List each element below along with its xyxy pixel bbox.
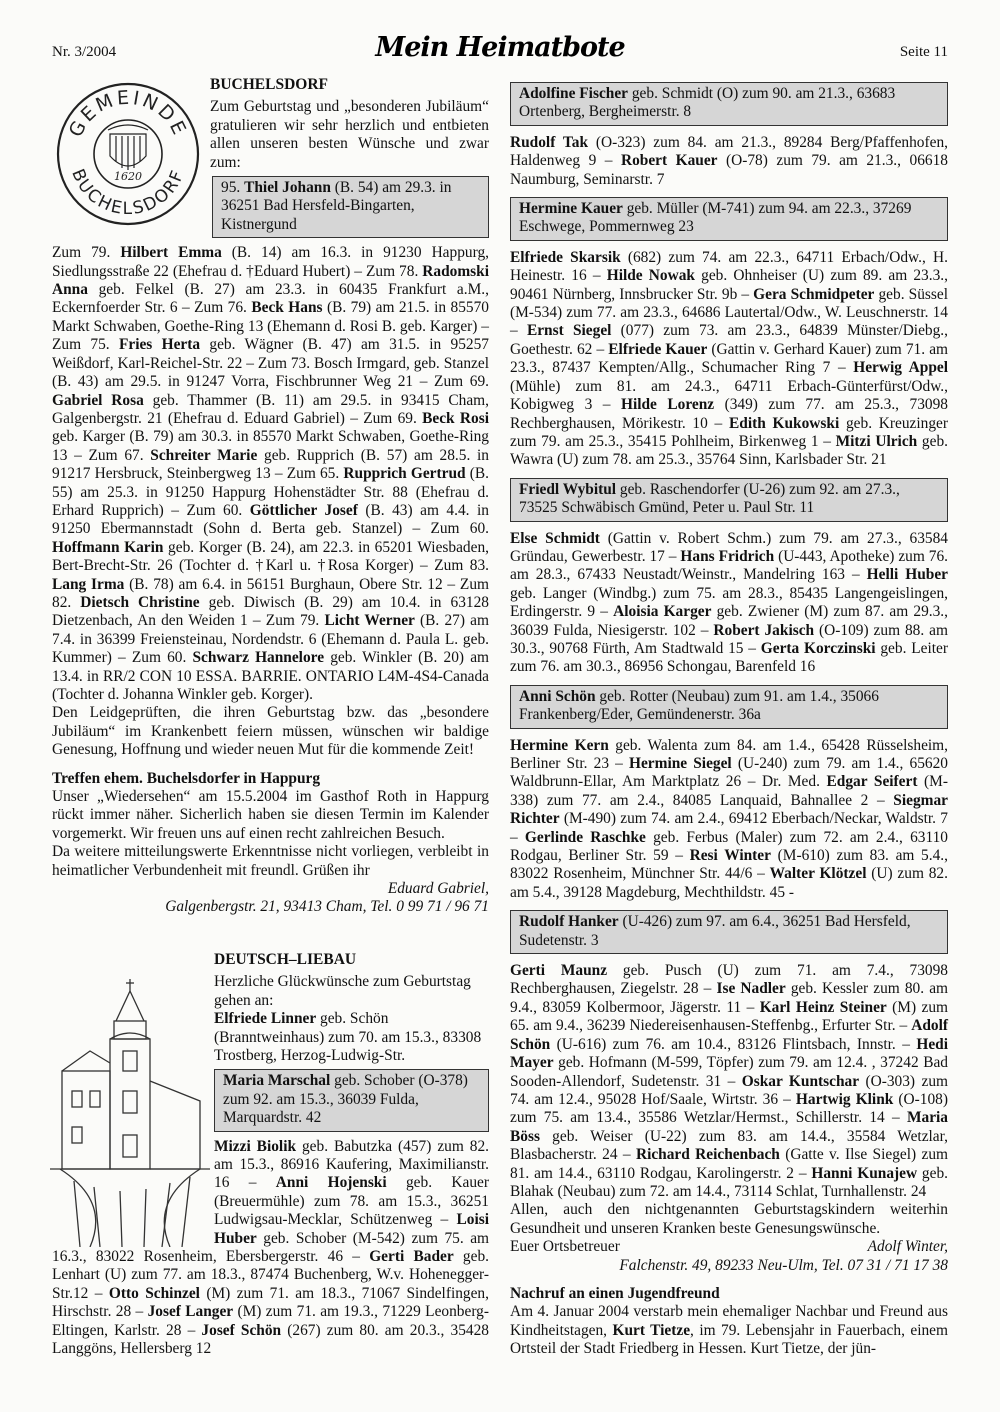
entry-text: (O-303) zum 74. am 12.4., 95028 Hof/Saale, Wirtstr. 36 – [510,1072,948,1108]
person-name: Josef Langer [147,1303,234,1321]
entry-text: geb. Felkel (B. 27) am 23.3. in 60435 Frankfurt a.M., Eckernfoerder Str. 6 – Zum 76. [52,281,489,317]
nachruf-text: Am 4. Januar 2004 verstarb mein ehemaliger Nachbar und Freund aus Kindheitstagen, Kurt Tietze, im 79. Lebensjahr in Fauerbach, einem Ortsteil der Stadt Friedberg in Hessen. Kurt Tietze, der jün- [510,1303,948,1358]
highlight-box [510,910,948,954]
person-name: Rudolf Tak [510,133,589,151]
person-name: Adolfine Fischer [519,85,629,102]
subheading-nachruf: Nachruf an einen Jugendfreund [510,1284,720,1302]
entry-text: geb. Wawra (U) zum 78. am 25.3., 35764 Sinn, Karlsbader Str. 21 [510,432,948,469]
person-name: Gabriel Rosa [52,391,144,409]
signature-role: Euer Ortsbetreuer [510,1238,620,1256]
right-column [510,76,948,1386]
entry-text: (M-610) zum 83. am 5.4., 83022 Rosenheim, Münchner Str. 44/6 – [510,847,948,883]
highlight-box [510,197,948,241]
page-number: Seite 11 [899,44,948,60]
community-stamp [50,76,206,226]
person-name: Aloisia Karger [613,603,712,621]
entry-text: (Gatte v. Ilse Siegel) zum 81. am 14.4., 63110 Rodgau, Karolingerstr. 2 – [510,1146,948,1182]
highlight-box [510,82,948,126]
person-name: Schreiter Marie [150,446,258,464]
person-name: Hermine Siegel [628,755,732,772]
person-name: Anni Schön [519,687,596,705]
entry-text: geb. Müller (M-741) zum 94. am 22.3., 37269 Eschwege, Pommernweg 23 [519,200,912,236]
person-name: Otto Schinzel [108,1284,200,1302]
entry-text: geb. Schmidt (O) zum 90. am 21.3., 63683 Ortenberg, Bergheimerstr. 8 [519,85,896,121]
page-header [52,32,948,66]
person-name: Göttlicher Josef [249,501,358,519]
person-name: Rudolf Hanker [519,913,619,931]
section-title-buchelsdorf: BUCHELSDORF [210,76,328,93]
entry-text: geb. Kessler zum 80. am 9.4., 83059 Kolbermoor, Jägerstr. 11 – [510,980,949,1016]
entry-text: (M) zum 71. am 18.3., 71067 Sindelfingen, Hirschstr. 28 – [52,1284,489,1321]
entry-text: (U-240) zum 79. am 1.4., 65620 Waldbrunn-Ellar, Am Marktplatz 26 – Dr. Med. [510,755,948,791]
birthday-list [510,737,948,903]
entry-text: geb. Schober (O-378) zum 92. am 15.3., 36039 Fulda, Marquardstr. 42 [223,1072,468,1127]
entry-text: geb. Babutzka (457) zum 82. am 15.3., 86916 Kaufering, Maximilianstr. 16 – [214,1137,489,1192]
person-name: Beck Rosi [422,409,489,427]
entry-text: (U-443, Apotheke) zum 76. am 28.3., 67433 Neustadt/Weinstr., Mandelring 163 – [510,547,948,584]
entry-text: geb. Lenhart (U) zum 77. am 18.3., 87474 Buchenberg, W.v. Hohenegger-Str.12 – [52,1247,489,1302]
person-name: Hoffmann Karin [52,538,164,556]
person-name: Beck Hans [251,299,323,317]
entry-text: geb. Thammer (B. 11) am 29.5. in 93415 Cham, Galgenbergstr. 21 (Ehefrau d. Eduard Gabriel) – Zum 69. [52,391,489,427]
entry-text: (O-78) zum 79. am 21.3., 06618 Naumburg, Seminarstr. 7 [510,152,948,188]
entry-text: geb. Zwiener (M) zum 87. am 29.3., 36039 Fulda, Niesigerstr. 102 – [510,603,949,639]
person-name: Resi Winter [689,847,771,865]
entry-text: (267) zum 80. am 20.3., 35428 Langgöns, Hellersberg 12 [52,1321,489,1357]
entry-text: (O-323) zum 84. am 21.3., 89284 Berg/Pfaffenhofen, Haldenweg 9 – [510,133,948,170]
entry-text: geb. Hofmann (M-599, Töpfer) zum 79. am 12.4. , 37242 Bad Sooden-Allendorf, Sudetenstr. 31 – [510,1054,948,1090]
person-name: Hermine Kauer [519,200,623,218]
buchelsdorf-intro: Zum Geburtstag und „besonderen Jubiläum“ gratulieren wir sehr herzlich und entbieten allen unseren besten Wünsche und zwar zum: [210,98,489,171]
signature-name: Eduard Gabriel, [387,880,489,898]
entry-text: (M-338) zum 77. am 2.4., 84085 Lanquaid, Bahnallee 2 – [510,773,948,809]
person-name: Else Schmidt [510,529,600,547]
closing-wishes: Allen, auch den nichtgenannten Geburtstagskindern weiterhin Gesundheit und unseren Kranken beste Genesungswünsche. [510,1201,948,1237]
person-name: Dietsch Christine [80,593,200,611]
entry-text: geb. Winkler (B. 20) am 13.4. in RR/2 CON 10 ESSA. BARRIE. ONTARIO L4M-4S4-Canada (Tochter d. Johanna Winkler geb. Korger). [52,649,489,703]
entry-text: (B. 14) am 16.3. in 91230 Happurg, Siedlungsstraße 22 (Ehefrau d. †Eduard Hubert) – Zum 78. [52,244,489,280]
entry-text: (M-490) zum 74. am 2.4., 69412 Eberbach/Neckar, Waldstr. 7 – [510,810,948,846]
masthead-title: Mein Heimatbote [375,32,625,63]
liebau-intro: Herzliche Glückwünsche zum Geburtstag gehen an: [214,973,471,1009]
person-name: Richard Reichenbach [635,1146,780,1164]
entry-text: geb. Wägner (B. 47) am 31.5. in 95257 Weißdorf, Karl-Reichel-Str. 22 – Zum 73. Bosch Irmgard, geb. Stanzel (B. 43) am 29.5. in 91247 Vorra, Fischbrunner Weg 21 – Zum 69. [52,336,489,391]
highlight-box [510,478,948,522]
person-name: Hilde Nowak [606,267,695,285]
highlight-box: 95. Thiel Johann (B. 54) am 29.3. in 36251 Bad Hersfeld-Bingarten, Kistnergund [212,176,489,238]
highlight-box [214,1069,489,1131]
birthday-list [510,249,948,470]
person-name: Robert Jakisch [713,621,815,639]
signature-name: Adolf Winter, [867,1238,948,1256]
entry-text: geb. Raschendorfer (U-26) zum 92. am 27.3., 73525 Schwäbisch Gmünd, Peter u. Paul Str. 11 [519,480,900,517]
highlight-box [510,685,948,729]
person-name: Karl Heinz Steiner [759,998,887,1016]
entry-text: (Gattin v. Gerhard Kauer) zum 71. am 23.3., 87437 Kempten/Allg., Schumacher Ring 7 – [510,340,949,377]
person-name: Herwig Appel [853,359,948,377]
birthday-list [510,962,948,1201]
entry-text: geb. Diwisch (B. 29) am 10.4. in 63128 Dietzenbach, An den Weiden 1 – Zum 79. [52,593,490,630]
svg-text:BUCHELSDORF: BUCHELSDORF [67,166,189,220]
entry-text: geb. Pusch (U) zum 71. am 7.4., 73098 Rechberghausen, Ziegelstr. 28 – [510,962,948,998]
entry-text: (U-616) zum 76. am 10.4., 83126 Flintsbach, Innstr. – [550,1035,917,1053]
issue-number: Nr. 3/2004 [52,44,117,60]
person-name: Schwarz Hannelore [192,649,325,667]
person-name: Elfriede Kauer [608,340,708,358]
entry-text: (B. 55) am 25.3. in 91250 Happurg Hohenstädter Str. 88 (Ehefrau d. Erhard Rupprich) – Zum 60. [52,465,489,519]
person-name: Hanni Kunajew [811,1164,918,1182]
person-name: Edith Kukowski [729,414,840,432]
person-name: Edgar Seifert [826,773,918,791]
entry-text: geb. Ohnheiser (U) zum 89. am 23.3., 90461 Nürnberg, Innsbrucker Str. 9b – [510,267,948,303]
person-name: Hermine Kern [510,736,609,754]
person-name: Elfriede Linner [214,1010,317,1028]
person-name: Mizzi Biolik [214,1137,297,1155]
entry-text: geb. Schober (M-542) zum 75. am 16.3., 83022 Rosenheim, Ebersbergerstr. 46 – [52,1229,489,1265]
entry-text: (Mühle) zum 81. am 24.3., 64711 Erbach-Günterfürst/Odw., Kobigweg 3 – [510,377,948,414]
person-name: Adolf Schön [510,1017,948,1053]
entry-text: (M) zum 65. am 9.4., 36239 Niedereisenhausen-Steffenbg., Erfurter Str. – [510,998,949,1035]
birthday-list [52,244,489,704]
person-name: Gerta Korczinski [760,639,876,657]
entry-text: (Gattin v. Robert Schm.) zum 79. am 27.3., 63584 Gründau, Gewerbestr. 17 – [510,529,948,565]
person-name: Mitzi Ulrich [835,432,918,450]
get-well-paragraph: Den Leidgeprüften, die ihren Geburtstag bzw. das „besondere Jubiläum“ im Krankenbett feiern müssen, wünschen wir baldige Genesung, Hoffnung und wieder neuen Mut für die kommende Zeit! [52,704,489,759]
person-name: Gerlinde Raschke [524,828,646,846]
entry-text: (B. 43) am 4.4. in 91250 Ebermannstadt (Sohn d. Berta geb. Stanzel) – Zum 60. [52,501,489,538]
person-name: Walter Klötzel [769,865,867,883]
entry-text: geb. Rupprich (B. 57) am 28.5. in 91217 Hersbruck, Steinbergweg 13 – Zum 65. [52,446,489,483]
person-name: Siegmar Richter [510,791,948,828]
svg-text:GEMEINDE: GEMEINDE [64,86,192,141]
treffen-text-2: Da weitere mitteilungswerte Erkenntnisse nicht vorliegen, verbleibt in heimatlicher Verbundenheit mit freundl. Grüßen ihr [52,843,489,879]
entry-text: geb. Schön (Branntweinhaus) zum 70. am 15.3., 83308 Trostberg, Herzog-Ludwig-Str. [214,1010,482,1064]
entry-text: (077) zum 73. am 23.3., 64839 Münster/Diebg., Goethestr. 62 – [510,322,949,358]
entry-text: (682) zum 74. am 22.3., 64711 Erbach/Odw., H. Heinestr. 16 – [510,248,948,285]
entry-text: (B. 79) am 21.5. in 85570 Markt Schwaben, Goethe-Ring 13 (Ehemann d. Rosi B. geb. Karger) – Zum 75. [52,299,489,354]
entry-text: geb. Leiter zum 76. am 30.3., 86956 Schongau, Barenfeld 16 [510,639,948,676]
stamp-seal-icon [50,76,206,226]
person-name: Gerti Bader [369,1247,454,1265]
entry-text: (349) zum 77. am 25.3., 73098 Rechberghausen, Mörikestr. 10 – [510,396,948,432]
birthday-list [510,134,948,189]
person-name: Hedi Mayer [510,1035,948,1072]
person-name: Licht Werner [324,612,415,630]
signature-address: Galgenbergstr. 21, 93413 Cham, Tel. 0 99 71 / 96 71 [165,898,489,916]
svg-text:1620: 1620 [114,170,142,183]
entry-text: (U-426) zum 97. am 6.4., 36251 Bad Hersfeld, Sudetenstr. 3 [519,913,911,949]
entry-text: (O-109) zum 88. am 30.3., 90768 Fürth, Am Stadtwald 15 – [510,621,948,657]
entry-text: geb. Karger (B. 79) am 30.3. in 85570 Markt Schwaben, Goethe-Ring 13 – Zum 67. [52,428,489,464]
church-illustration-icon [50,951,210,1247]
entry-text: Zum 79. [52,244,121,262]
entry-text: geb. Kreuzinger zum 79. am 25.3., 35415 Pohlheim, Birkenweg 1 – [510,414,949,450]
person-name: Elfriede Skarsik [510,248,621,266]
person-name: Lang Irma [52,575,125,593]
entry-text: geb. Süssel (M-534) zum 77. am 23.3., 64686 Lautertal/Odw., W. Leuschnerstr. 14 – [510,285,948,340]
left-column [52,76,489,1376]
person-name: Rupprich Gertrud [343,465,466,483]
person-name: Hartwig Klink [795,1090,894,1108]
entry-text: geb. Ferbus (Maler) zum 72. am 2.4., 63110 Rodgau, Berliner Str. 59 – [510,828,948,865]
entry-text: (B. 78) am 6.4. in 56151 Burghaun, Obere Str. 12 – Zum 82. [52,575,489,611]
person-name: Robert Kauer [620,152,718,170]
person-name: Friedl Wybitul [519,480,617,498]
entry-text: geb. Walenta zum 84. am 1.4., 65428 Rüsselsheim, Berliner Str. 23 – [510,736,948,772]
subheading-treffen: Treffen ehem. Buchelsdorfer in Happurg [52,769,321,787]
person-name: Helli Huber [866,566,948,584]
signature-address: Falchenstr. 49, 89233 Neu-Ulm, Tel. 07 31 / 71 17 38 [619,1256,948,1274]
person-name: Gerti Maunz [510,962,608,980]
church-drawing [50,951,210,1247]
person-name: Hilde Lorenz [620,396,715,414]
person-name: Fries Herta [118,336,201,354]
person-name: Anni Hojenski [275,1174,387,1192]
person-name: Maria Böss [510,1109,948,1145]
entry-text: (U) zum 82. am 5.4., 39128 Magdeburg, Mechthildstr. 45 - [510,865,948,901]
entry-text: (O-108) zum 75. am 13.4., 35586 Wetzlar/Hermst., Schillerstr. 14 – [510,1090,948,1127]
entry-text: geb. Korger (B. 24), am 22.3. in 65201 Wiesbaden, Bert-Brecht-Str. 26 (Tochter d. †Karl u. †Rosa Korger) – Zum 83. [52,538,489,575]
person-name: Ise Nadler [716,980,786,998]
person-name: Ernst Siegel [526,322,612,340]
person-name: Hilbert Emma [120,244,222,262]
person-name: Radomski Anna [52,262,489,299]
entry-text: geb. Blahak (Neubau) zum 72. am 14.4., 73114 Schlat, Turnhallenstr. 24 [510,1164,948,1200]
person-name: Oskar Kuntschar [741,1072,860,1090]
treffen-text: Unser „Wiedersehen“ am 15.5.2004 im Gasthof Roth in Happurg rückt immer näher. Sicherlich haben sie diesen Termin im Kalender vorgemerkt. Wir freuen uns auf einen recht zahlreichen Besuch. [52,788,489,842]
person-name: Gera Schmidpeter [753,285,875,303]
entry-text: geb. Kauer (Breuermühle) zum 78. am 15.3., 36251 Ludwigsau-Mecklar, Schützenweg – [214,1174,489,1229]
section-title-deutsch-liebau: DEUTSCH–LIEBAU [214,950,357,968]
person-name: Josef Schön [201,1321,282,1339]
person-name: Maria Marschal [223,1072,331,1090]
person-name: Loisi Huber [214,1211,489,1247]
signature-block [510,1238,948,1256]
person-name: Hans Fridrich [680,547,775,565]
birthday-list [510,530,948,677]
entry-text: (M) zum 71. am 19.3., 71229 Leonberg-Eltingen, Karlstr. 28 – [52,1303,489,1339]
entry-text: (B. 27) am 7.4. in 36399 Freiensteinau, Nordendstr. 6 (Ehemann d. Paula L. geb. Kummer) – Zum 60. [52,612,489,667]
entry-text: geb. Rotter (Neubau) zum 91. am 1.4., 35066 Frankenberg/Eder, Gemündenerstr. 36a [519,687,879,724]
entry-text: geb. Langer (Windbg.) zum 75. am 28.3., 85435 Langengeislingen, Erdingerstr. 9 – [510,584,948,621]
entry-text: geb. Weiser (U-22) zum 83. am 14.4., 35584 Wetzlar, Blasbacherstr. 24 – [510,1127,948,1164]
